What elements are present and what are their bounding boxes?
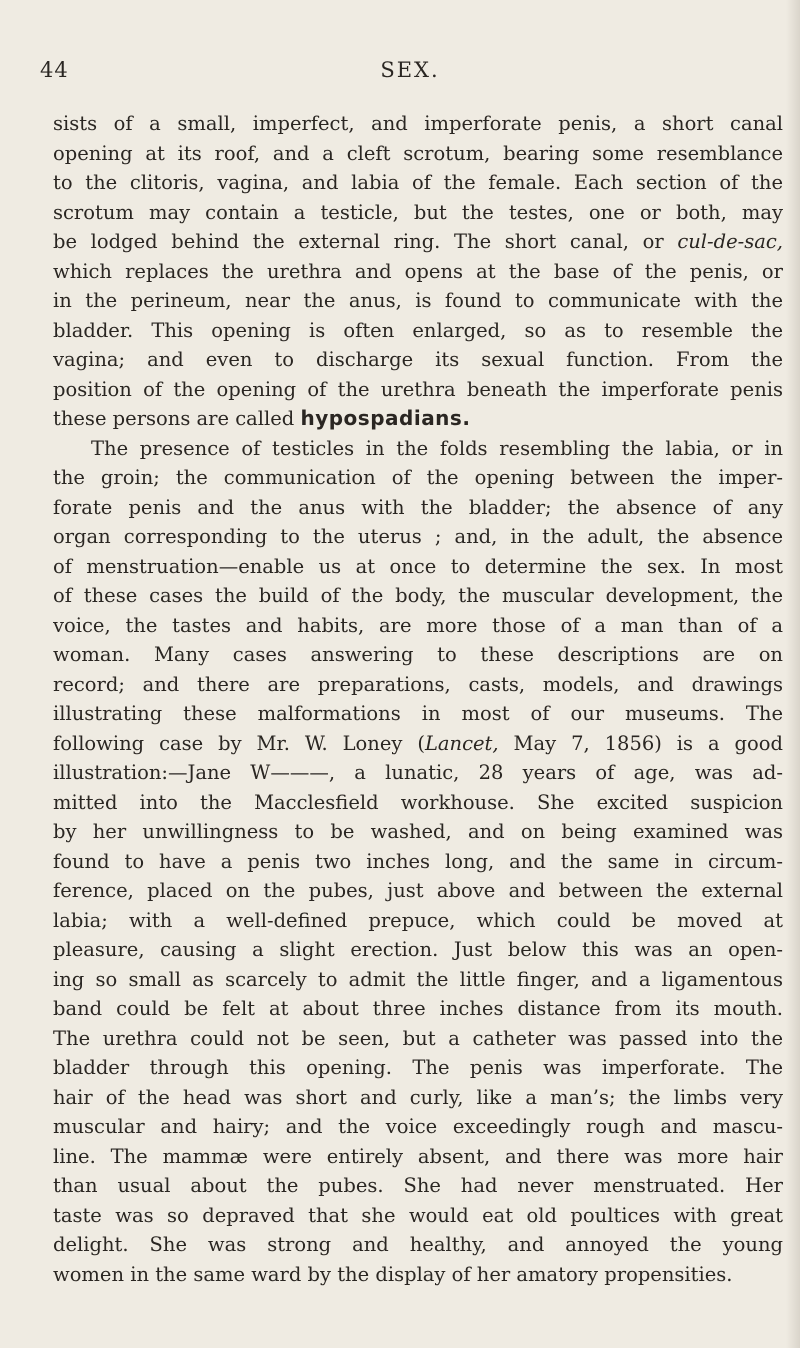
text-line: The presence of testicles in the folds resembling the labia, or in: [91, 436, 783, 460]
text-line: bladder. This opening is often enlarged, so as to resemble the: [53, 318, 783, 342]
running-head-title: SEX.: [380, 58, 440, 82]
text-line: ference, placed on the pubes, just above and between the external: [53, 879, 783, 902]
text-line: muscular and hairy; and the voice exceedingly rough and mascu-: [53, 1115, 783, 1138]
text-line: [53, 729, 783, 759]
text-line: [53, 227, 783, 257]
text-line: vagina; and even to discharge its sexual function. From the: [53, 348, 783, 371]
text-line: scrotum may contain a testicle, but the testes, one or both, may: [53, 200, 783, 224]
text-segment: following case by Mr. W. Loney (: [53, 731, 425, 755]
body-text: [53, 109, 783, 1289]
text-line: by her unwillingness to be washed, and on being examined was: [53, 820, 783, 843]
text-line: ing so small as scarcely to admit the little finger, and a ligamentous: [53, 967, 783, 991]
italic-term: cul-de-sac,: [677, 230, 783, 253]
text-line: than usual about the pubes. She had never menstruated. Her: [53, 1174, 783, 1197]
text-segment: May 7, 1856) is a good: [513, 731, 783, 755]
text-segment: be lodged behind the external ring. The short canal, or: [53, 230, 664, 253]
text-line: organ corresponding to the uterus ; and, in the adult, the absence: [53, 525, 783, 548]
text-line: illustrating these malformations in most of our museums. The: [53, 702, 783, 725]
page-edge-shadow: [786, 0, 800, 1348]
bold-term: hypospadians.: [300, 406, 471, 430]
text-line: line. The mammæ were entirely absent, and there was more hair: [53, 1144, 783, 1168]
text-line: The urethra could not be seen, but a catheter was passed into the: [53, 1026, 783, 1050]
text-line: of these cases the build of the body, the muscular development, the: [53, 584, 783, 607]
text-line: band could be felt at about three inches distance from its mouth.: [53, 997, 783, 1020]
text-line: woman. Many cases answering to these descriptions are on: [53, 643, 783, 666]
text-line: taste was so depraved that she would eat old poultices with great: [53, 1203, 783, 1227]
running-head: [40, 58, 780, 88]
italic-citation: Lancet,: [424, 731, 499, 755]
text-line: forate penis and the anus with the bladder; the absence of any: [53, 495, 783, 519]
text-line: women in the same ward by the display of her amatory propensities.: [53, 1262, 733, 1286]
text-line: of menstruation—enable us at once to determine the sex. In most: [53, 554, 783, 578]
text-line: record; and there are preparations, casts, models, and drawings: [53, 672, 783, 696]
text-line: in the perineum, near the anus, is found to communicate with the: [53, 289, 783, 312]
text-line: bladder through this opening. The penis was imperforate. The: [53, 1056, 783, 1079]
text-line: delight. She was strong and healthy, and annoyed the young: [53, 1233, 783, 1256]
text-line: to the clitoris, vagina, and labia of the female. Each section of the: [53, 171, 783, 194]
text-line: opening at its roof, and a cleft scrotum, bearing some resemblance: [53, 141, 783, 165]
text-line: pleasure, causing a slight erection. Just below this was an open-: [53, 938, 783, 961]
text-line: illustration:—Jane W———, a lunatic, 28 years of age, was ad-: [53, 761, 783, 784]
text-segment: these persons are called: [53, 407, 295, 430]
text-line: voice, the tastes and habits, are more those of a man than of a: [53, 613, 783, 637]
text-line: which replaces the urethra and opens at the base of the penis, or: [53, 259, 783, 283]
text-line: mitted into the Macclesfield workhouse. She excited suspicion: [53, 790, 783, 814]
text-line: found to have a penis two inches long, and the same in circum-: [53, 849, 783, 873]
text-line: hair of the head was short and curly, like a man’s; the limbs very: [53, 1085, 783, 1109]
text-line: labia; with a well-defined prepuce, which could be moved at: [53, 908, 783, 932]
text-line: sists of a small, imperfect, and imperforate penis, a short canal: [53, 112, 783, 135]
page-number: 44: [40, 58, 69, 82]
text-line: the groin; the communication of the opening between the imper-: [53, 466, 783, 489]
text-line: [53, 404, 783, 434]
text-line: position of the opening of the urethra beneath the imperforate penis: [53, 377, 783, 401]
